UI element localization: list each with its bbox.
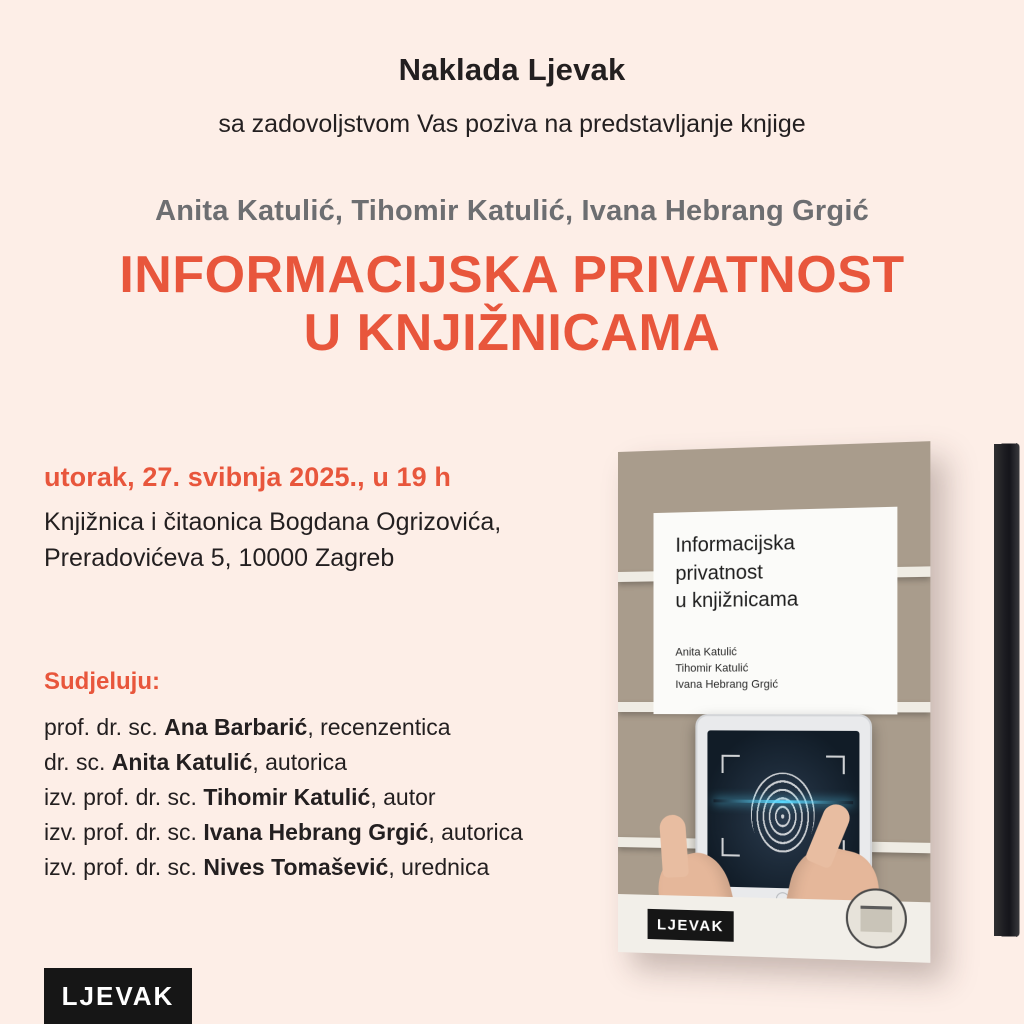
participant-prefix: izv. prof. dr. sc.: [44, 818, 204, 845]
book-title-line-2: U KNJIŽNICAMA: [303, 304, 721, 363]
book-front-cover: [618, 441, 930, 963]
participants-section: [44, 668, 624, 885]
participant-role: , recenzentica: [307, 714, 451, 740]
participant-name: Nives Tomašević: [203, 853, 389, 880]
participant-prefix: izv. prof. dr. sc.: [44, 783, 204, 810]
participant-row: [44, 745, 624, 780]
participant-name: Ivana Hebrang Grgić: [203, 818, 429, 845]
cover-author-1: Anita Katulić: [675, 646, 737, 659]
publisher-logo: [44, 968, 192, 1024]
poster-header: [0, 0, 1024, 139]
participants-heading: Sudjeluju:: [44, 668, 160, 695]
scan-corner-icon: [826, 756, 845, 775]
participant-name: Ana Barbarić: [164, 714, 308, 740]
venue-line-2: Preradovićeva 5, 10000 Zagreb: [44, 543, 395, 572]
participant-row: [44, 815, 624, 850]
title-block: [0, 195, 1024, 362]
participant-prefix: izv. prof. dr. sc.: [44, 853, 204, 880]
participant-prefix: dr. sc.: [44, 748, 112, 775]
cover-publisher-logo: [648, 909, 734, 942]
scan-corner-icon: [722, 755, 740, 773]
cover-publisher-logo-label: LJEVAK: [656, 915, 725, 935]
seal-building-icon: [861, 905, 893, 932]
cover-author-3: Ivana Hebrang Grgić: [675, 678, 779, 691]
cover-footer: [618, 894, 930, 963]
book-title: [0, 246, 1024, 362]
publisher-logo-label: LJEVAK: [61, 980, 175, 1011]
cover-title-line-3: u knjižnicama: [675, 588, 799, 613]
participant-row: [44, 780, 624, 815]
participant-row: [44, 850, 624, 885]
finger: [659, 814, 689, 878]
participant-role: , autor: [370, 783, 436, 810]
scan-corner-icon: [722, 838, 740, 857]
publisher-name: Naklada Ljevak: [398, 52, 626, 87]
participant-name: Tihomir Katulić: [203, 783, 371, 810]
participant-row: [44, 710, 624, 745]
authors-line: Anita Katulić, Tihomir Katulić, Ivana Hebrang Grgić: [155, 195, 869, 227]
participant-name: Anita Katulić: [111, 748, 253, 775]
participant-role: , urednica: [388, 853, 490, 880]
cover-title-panel: [654, 507, 898, 715]
cover-title-line-1: Informacijska: [675, 531, 795, 557]
participant-role: , autorica: [428, 818, 523, 845]
book-spine: [994, 443, 1020, 937]
book-title-line-1: INFORMACIJSKA PRIVATNOST: [119, 246, 905, 304]
fingerprint-icon: [751, 772, 815, 853]
book-photo: [600, 440, 1000, 970]
cover-authors: [675, 645, 778, 694]
participant-prefix: prof. dr. sc.: [44, 714, 165, 740]
cover-author-2: Tihomir Katulić: [675, 662, 749, 675]
event-date: utorak, 27. svibnja 2025., u 19 h: [44, 462, 451, 492]
cover-title: [675, 528, 880, 616]
library-seal-icon: [846, 888, 907, 950]
event-details: [44, 462, 604, 576]
event-venue: [44, 505, 604, 576]
cover-title-line-2: privatnost: [675, 560, 763, 585]
participant-role: , autorica: [252, 748, 347, 775]
invitation-text: sa zadovoljstvom Vas poziva na predstavljanje knjige: [218, 110, 806, 138]
venue-line-1: Knjižnica i čitaonica Bogdana Ogrizovića,: [44, 508, 502, 536]
